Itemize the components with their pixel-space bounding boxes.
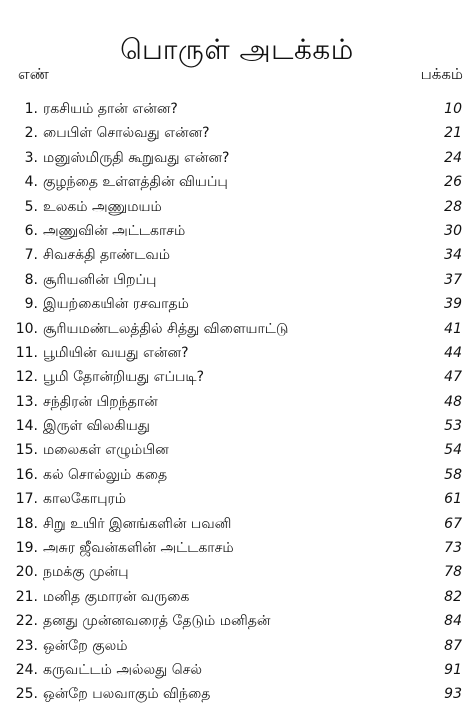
entry-title: ஒன்றே குலம் [43,637,128,654]
entry-number: 17. [15,491,38,508]
page-column-header: பக்கம் [420,65,463,83]
number-column-header: எண் [18,65,49,83]
entry-title: கல் சொல்லும் கதை [43,466,168,483]
entry-page-number: 10 [444,101,462,117]
toc-row [0,390,474,414]
toc-row [0,414,474,438]
entry-number: 7. [24,247,38,264]
toc-row [0,268,474,292]
toc-row [0,195,474,219]
entry-page-number: 84 [444,613,462,630]
toc-row [0,682,474,706]
toc-row [0,634,474,658]
entry-title: அசுர ஜீவன்களின் அட்டகாசம் [43,540,234,557]
entry-page-number: 39 [444,296,462,313]
entry-title: அணுவின் அட்டகாசம் [43,222,186,239]
entry-title: மனுஸ்மிருதி கூறுவது என்ன? [43,149,230,166]
entry-title: பூமியின் வயது என்ன? [43,344,189,361]
toc-row [0,243,474,267]
entry-page-number: 34 [444,247,462,264]
entry-number: 19. [15,540,38,557]
entry-number: 8. [24,271,38,288]
toc-row [0,317,474,341]
entry-page-number: 44 [444,344,462,361]
entry-page-number: 67 [444,515,462,532]
entry-number: 10. [15,320,38,337]
entry-title: ரகசியம் தான் என்ன? [43,101,178,117]
toc-row [0,121,474,145]
entry-page-number: 37 [444,271,462,288]
entry-number: 21. [15,588,38,605]
entry-title: உலகம் அணுமயம் [43,198,162,215]
toc-row [0,463,474,487]
entry-number: 11. [15,344,38,361]
entry-number: 5. [24,198,38,215]
entry-title: சிறு உயிர் இனங்களின் பவனி [43,515,232,532]
entry-title: மனித குமாரன் வருகை [43,588,190,605]
entry-page-number: 73 [444,540,462,557]
entry-number: 25. [15,686,38,703]
entry-page-number: 48 [444,393,462,410]
entry-number: 13. [15,393,38,410]
entry-number: 16. [15,466,38,483]
entry-page-number: 54 [444,442,462,459]
toc-row [0,609,474,633]
entry-number: 20. [15,564,38,581]
entry-page-number: 91 [444,661,462,678]
entry-number: 1. [24,101,38,117]
page-title: பொருள் அடக்கம் [120,32,354,66]
entry-title: நமக்கு முன்பு [43,564,129,581]
entry-title: சூரியமண்டலத்தில் சித்து விளையாட்டு [43,320,289,337]
entry-title: சிவசக்தி தாண்டவம் [43,247,171,264]
entry-title: பூமி தோன்றியது எப்படி? [43,369,204,386]
entry-page-number: 21 [444,125,462,142]
entry-page-number: 87 [444,637,462,654]
entry-page-number: 78 [444,564,462,581]
entry-number: 14. [15,418,38,435]
entry-page-number: 26 [444,174,462,191]
entry-title: காலகோபுரம் [43,491,127,508]
entry-number: 23. [15,637,38,654]
entry-number: 12. [15,369,38,386]
entry-page-number: 53 [444,418,462,435]
entry-number: 22. [15,613,38,630]
entry-number: 4. [24,174,38,191]
entry-title: தனது முன்னவரைத் தேடும் மனிதன் [43,613,271,630]
toc-row [0,97,474,121]
toc-row [0,292,474,316]
toc-row [0,512,474,536]
entry-title: மலைகள் எழும்பின [43,442,169,459]
entry-page-number: 24 [444,149,462,166]
entry-title: சூரியனின் பிறப்பு [43,271,157,288]
table-of-contents [0,97,474,707]
entry-page-number: 58 [444,466,462,483]
entry-page-number: 61 [444,491,462,508]
entry-page-number: 30 [444,222,462,239]
entry-title: சந்திரன் பிறந்தான் [43,393,158,410]
toc-row [0,365,474,389]
entry-number: 18. [15,515,38,532]
toc-row [0,438,474,462]
entry-title: கருவட்டம் அல்லது செல் [43,661,202,678]
toc-row [0,560,474,584]
toc-row [0,487,474,511]
toc-row [0,170,474,194]
entry-title: ஒன்றே பலவாகும் விந்தை [43,686,211,703]
entry-title: குழந்தை உள்ளத்தின் வியப்பு [43,174,228,191]
entry-page-number: 93 [444,686,462,703]
entry-page-number: 47 [444,369,462,386]
entry-title: பைபிள் சொல்வது என்ன? [43,125,210,142]
toc-row [0,219,474,243]
entry-number: 6. [24,222,38,239]
toc-row [0,536,474,560]
toc-row [0,146,474,170]
entry-number: 9. [24,296,38,313]
entry-title: இருள் விலகியது [43,418,150,435]
entry-page-number: 41 [444,320,462,337]
toc-row [0,341,474,365]
entry-page-number: 28 [444,198,462,215]
entry-number: 15. [15,442,38,459]
toc-row [0,658,474,682]
entry-number: 3. [24,149,38,166]
entry-number: 24. [15,661,38,678]
entry-title: இயற்கையின் ரசவாதம் [43,296,189,313]
entry-page-number: 82 [444,588,462,605]
entry-number: 2. [24,125,38,142]
toc-row [0,585,474,609]
